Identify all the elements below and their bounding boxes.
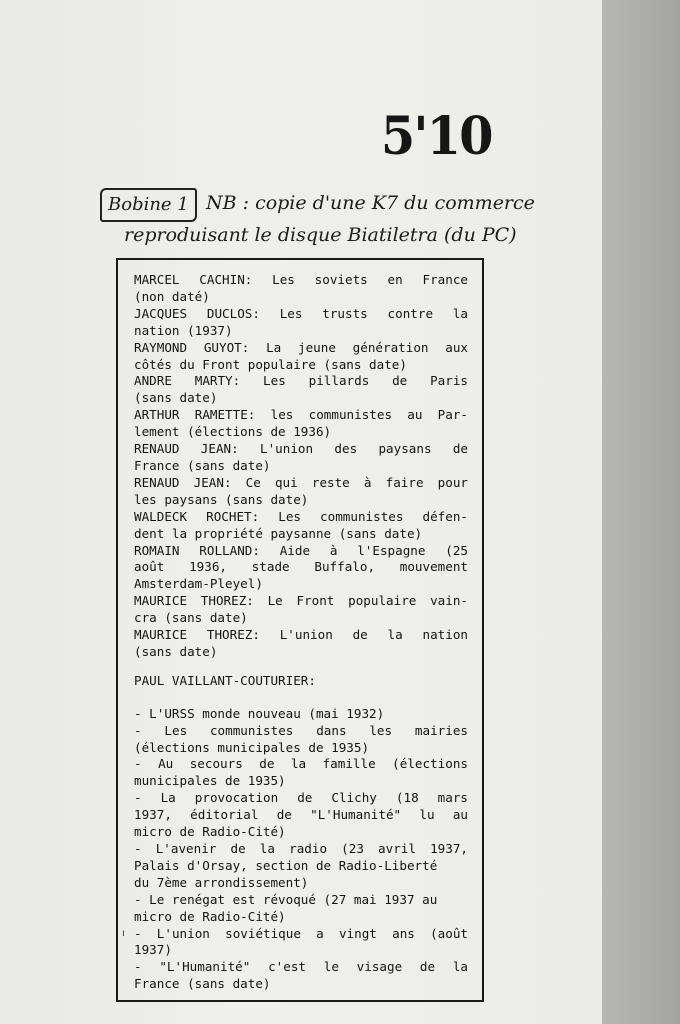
vaillant-recordings: [134, 706, 468, 993]
entry-line: RAYMOND GUYOT: La jeune génération aux: [134, 339, 468, 355]
vaillant-item-line: Palais d'Orsay, section de Radio-Liberté: [134, 857, 438, 873]
vaillant-item-line: micro de Radio-Cité): [134, 824, 286, 840]
entry-line: Amsterdam-Pleyel): [134, 576, 263, 592]
vaillant-item-line: micro de Radio-Cité): [134, 908, 286, 924]
entry-line: (sans date): [134, 643, 218, 659]
entry-line: ANDRE MARTY: Les pillards de Paris: [134, 373, 468, 389]
vaillant-item-line: - L'avenir de la radio (23 avril 1937,: [134, 841, 468, 856]
vaillant-item-line: - L'URSS monde nouveau (mai 1932): [134, 705, 385, 721]
entry-line: France (sans date): [134, 457, 271, 473]
entry-line: JACQUES DUCLOS: Les trusts contre la: [134, 305, 468, 321]
entry-line: RENAUD JEAN: Ce qui reste à faire pour: [134, 474, 468, 490]
entry-line: (sans date): [134, 390, 218, 406]
vaillant-item-line: - "L'Humanité" c'est le visage de la: [134, 959, 468, 975]
vaillant-item-line: 1937, éditorial de "L'Humanité" lu au: [134, 807, 468, 823]
entry-line: ARTHUR RAMETTE: les communistes au Par-: [134, 407, 468, 423]
vaillant-item-line: - L'union soviétique a vingt ans (août: [134, 925, 468, 941]
vaillant-item-line: - Au secours de la famille (élections: [134, 756, 468, 772]
entry-line: août 1936, stade Buffalo, mouvement: [134, 559, 468, 575]
bobine-label: Bobine 1: [100, 188, 197, 222]
entry-line: MAURICE THOREZ: Le Front populaire vain-: [134, 593, 468, 609]
entry-line: les paysans (sans date): [134, 491, 309, 507]
entry-line: ROMAIN ROLLAND: Aide à l'Espagne (25: [134, 542, 468, 558]
entry-line: MAURICE THOREZ: L'union de la nation: [134, 627, 468, 643]
vaillant-item-line: (élections municipales de 1935): [134, 739, 370, 755]
handwritten-note-line2: reproduisant le disque Biatiletra (du PC): [124, 224, 517, 246]
vaillant-item-line: - La provocation de Clichy (18 mars: [134, 790, 468, 806]
vaillant-item-line: - Les communistes dans les mairies: [134, 722, 468, 738]
entry-line: cra (sans date): [134, 610, 248, 626]
vaillant-heading: PAUL VAILLANT-COUTURIER:: [134, 672, 316, 688]
entry-line: lement (élections de 1936): [134, 424, 332, 440]
vaillant-item-line: - Le renégat est révoqué (27 mai 1937 au: [134, 891, 438, 907]
page-edge: [602, 0, 680, 1024]
entry-line: MARCEL CACHIN: Les soviets en France: [134, 272, 468, 287]
entry-line: dent la propriété paysanne (sans date): [134, 525, 423, 541]
vaillant-item-line: 1937): [134, 942, 172, 958]
entry-line: nation (1937): [134, 322, 233, 338]
vaillant-item-line: France (sans date): [134, 976, 271, 992]
entry-line: côtés du Front populaire (sans date): [134, 356, 407, 372]
handwritten-note-line1: NB : copie d'une K7 du commerce: [206, 192, 535, 214]
margin-mark: ı: [122, 928, 125, 939]
entry-line: (non daté): [134, 288, 210, 304]
vaillant-item-line: du 7ème arrondissement): [134, 874, 309, 890]
page-number: 5'10: [380, 106, 492, 167]
speaker-entries: [134, 272, 468, 661]
entry-line: RENAUD JEAN: L'union des paysans de: [134, 441, 468, 457]
vaillant-item-line: municipales de 1935): [134, 773, 286, 789]
recordings-list-box: [116, 258, 484, 1002]
entry-line: WALDECK ROCHET: Les communistes défen-: [134, 508, 468, 524]
